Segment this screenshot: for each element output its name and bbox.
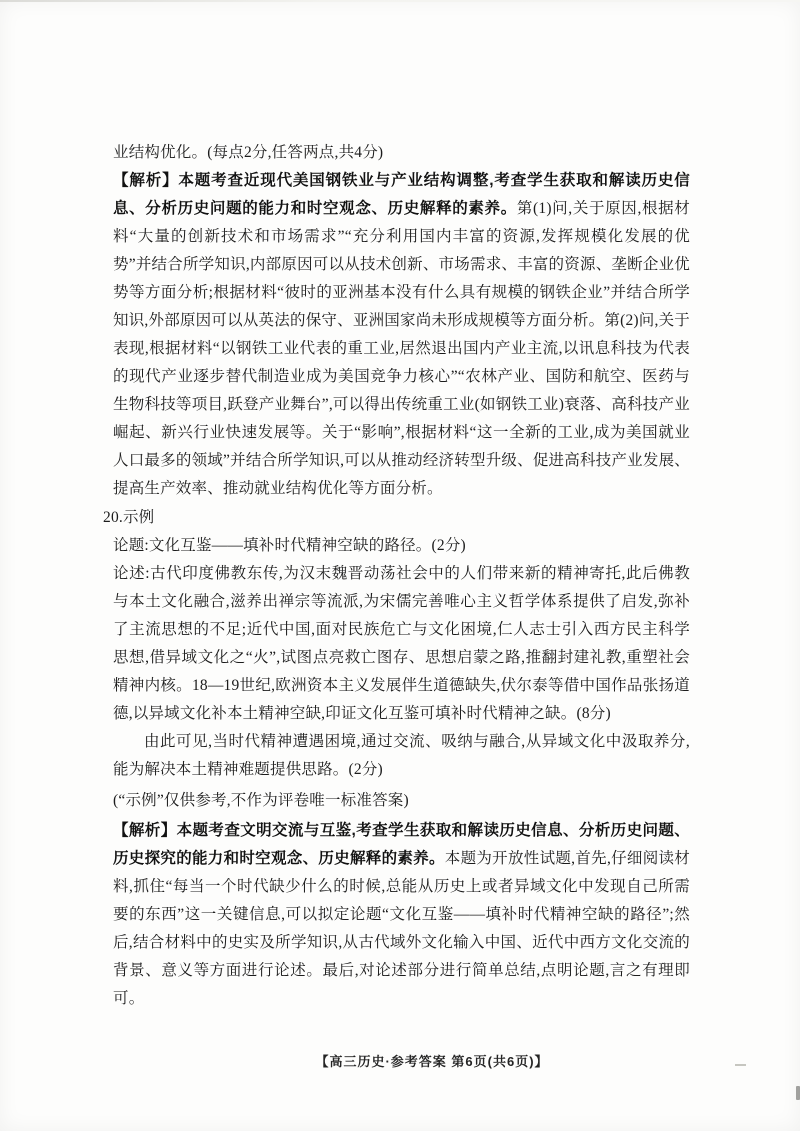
example-disclaimer: (“示例”仅供参考,不作为评卷唯一标准答案) xyxy=(113,792,409,809)
question-20-heading: 20.示例 xyxy=(103,509,155,526)
continuation-line: 业结构优化。(每点2分,任答两点,共4分) xyxy=(113,144,384,161)
scan-artifact-dots xyxy=(735,1064,746,1066)
scan-artifact-right-edge xyxy=(796,1086,800,1100)
scan-edge-top xyxy=(0,0,800,2)
analysis-label-q19: 【解析】本题考查近现代美国钢铁业与产业结构调整,考查学生获取和解读历史信息、分析历史问题的能力和时空观念、历史解释的素养。 xyxy=(113,172,690,217)
analysis-body-q20: 本题为开放性试题,首先,仔细阅读材料,抓住“每当一个时代缺少什么的时候,总能从历史上或者异域文化中发现自己所需要的东西”这一关键信息,可以拟定论题“文化互鉴——填补时代精神空缺的路径”;然后,结合材料中的史实及所学知识,从古代域外文化输入中国、近代中西方文化交流的背景、意义等方面进行论述。最后,对论述部分进行简单总结,点明论题,言之有理即可。 xyxy=(113,850,691,1007)
analysis-paragraph-q20 xyxy=(113,817,690,1013)
analysis-paragraph-q19 xyxy=(113,167,690,503)
conclusion-paragraph: 由此可见,当时代精神遭遇困境,通过交流、吸纳与融合,从异域文化中汲取养分,能为解决本土精神难题提供思路。(2分) xyxy=(113,733,690,778)
answer-content xyxy=(103,139,691,1013)
thesis-line: 论题:文化互鉴——填补时代精神空缺的路径。(2分) xyxy=(113,537,466,554)
analysis-label-q20: 【解析】本题考查文明交流与互鉴,考查学生获取和解读历史信息、分析历史问题、历史探究的能力和时空观念、历史解释的素养。 xyxy=(113,822,690,867)
argument-paragraph: 论述:古代印度佛教东传,为汉末魏晋动荡社会中的人们带来新的精神寄托,此后佛教与本土文化融合,滋养出禅宗等流派,为宋儒完善唯心主义哲学体系提供了启发,弥补了主流思想的不足;近代中国,面对民族危亡与文化困境,仁人志士引入西方民主科学思想,借异域文化之“火”,试图点亮救亡图存、思想启蒙之路,推翻封建礼教,重塑社会精神内核。18—19世纪,欧洲资本主义发展伴生道德缺失,伏尔泰等借中国作品张扬道德,以异域文化补本土精神空缺,印证文化互鉴可填补时代精神之缺。(8分) xyxy=(113,565,690,722)
analysis-body-q19: 第(1)问,关于原因,根据材料“大量的创新技术和市场需求”“充分利用国内丰富的资源,发挥规模化发展的优势”并结合所学知识,内部原因可以从技术创新、市场需求、丰富的资源、垄断企业优势等方面分析;根据材料“彼时的亚洲基本没有什么具有规模的钢铁企业”并结合所学知识,外部原因可以从英法的保守、亚洲国家尚未形成规模等方面分析。第(2)问,关于表现,根据材料“以钢铁工业代表的重工业,居然退出国内产业主流,以讯息科技为代表的现代产业逐步替代制造业成为美国竞争力核心”“农林产业、国防和航空、医药与生物科技等项目,跃登产业舞台”,可以得出传统重工业(如钢铁工业)衰落、高科技产业崛起、新兴行业快速发展等。关于“影响”,根据材料“这一全新的工业,成为美国就业人口最多的领域”并结合所学知识,可以从推动经济转型升级、促进高科技产业发展、提高生产效率、推动就业结构优化等方面分析。 xyxy=(113,200,690,497)
page-footer: 【高三历史·参考答案 第6页(共6页)】 xyxy=(315,1054,549,1069)
